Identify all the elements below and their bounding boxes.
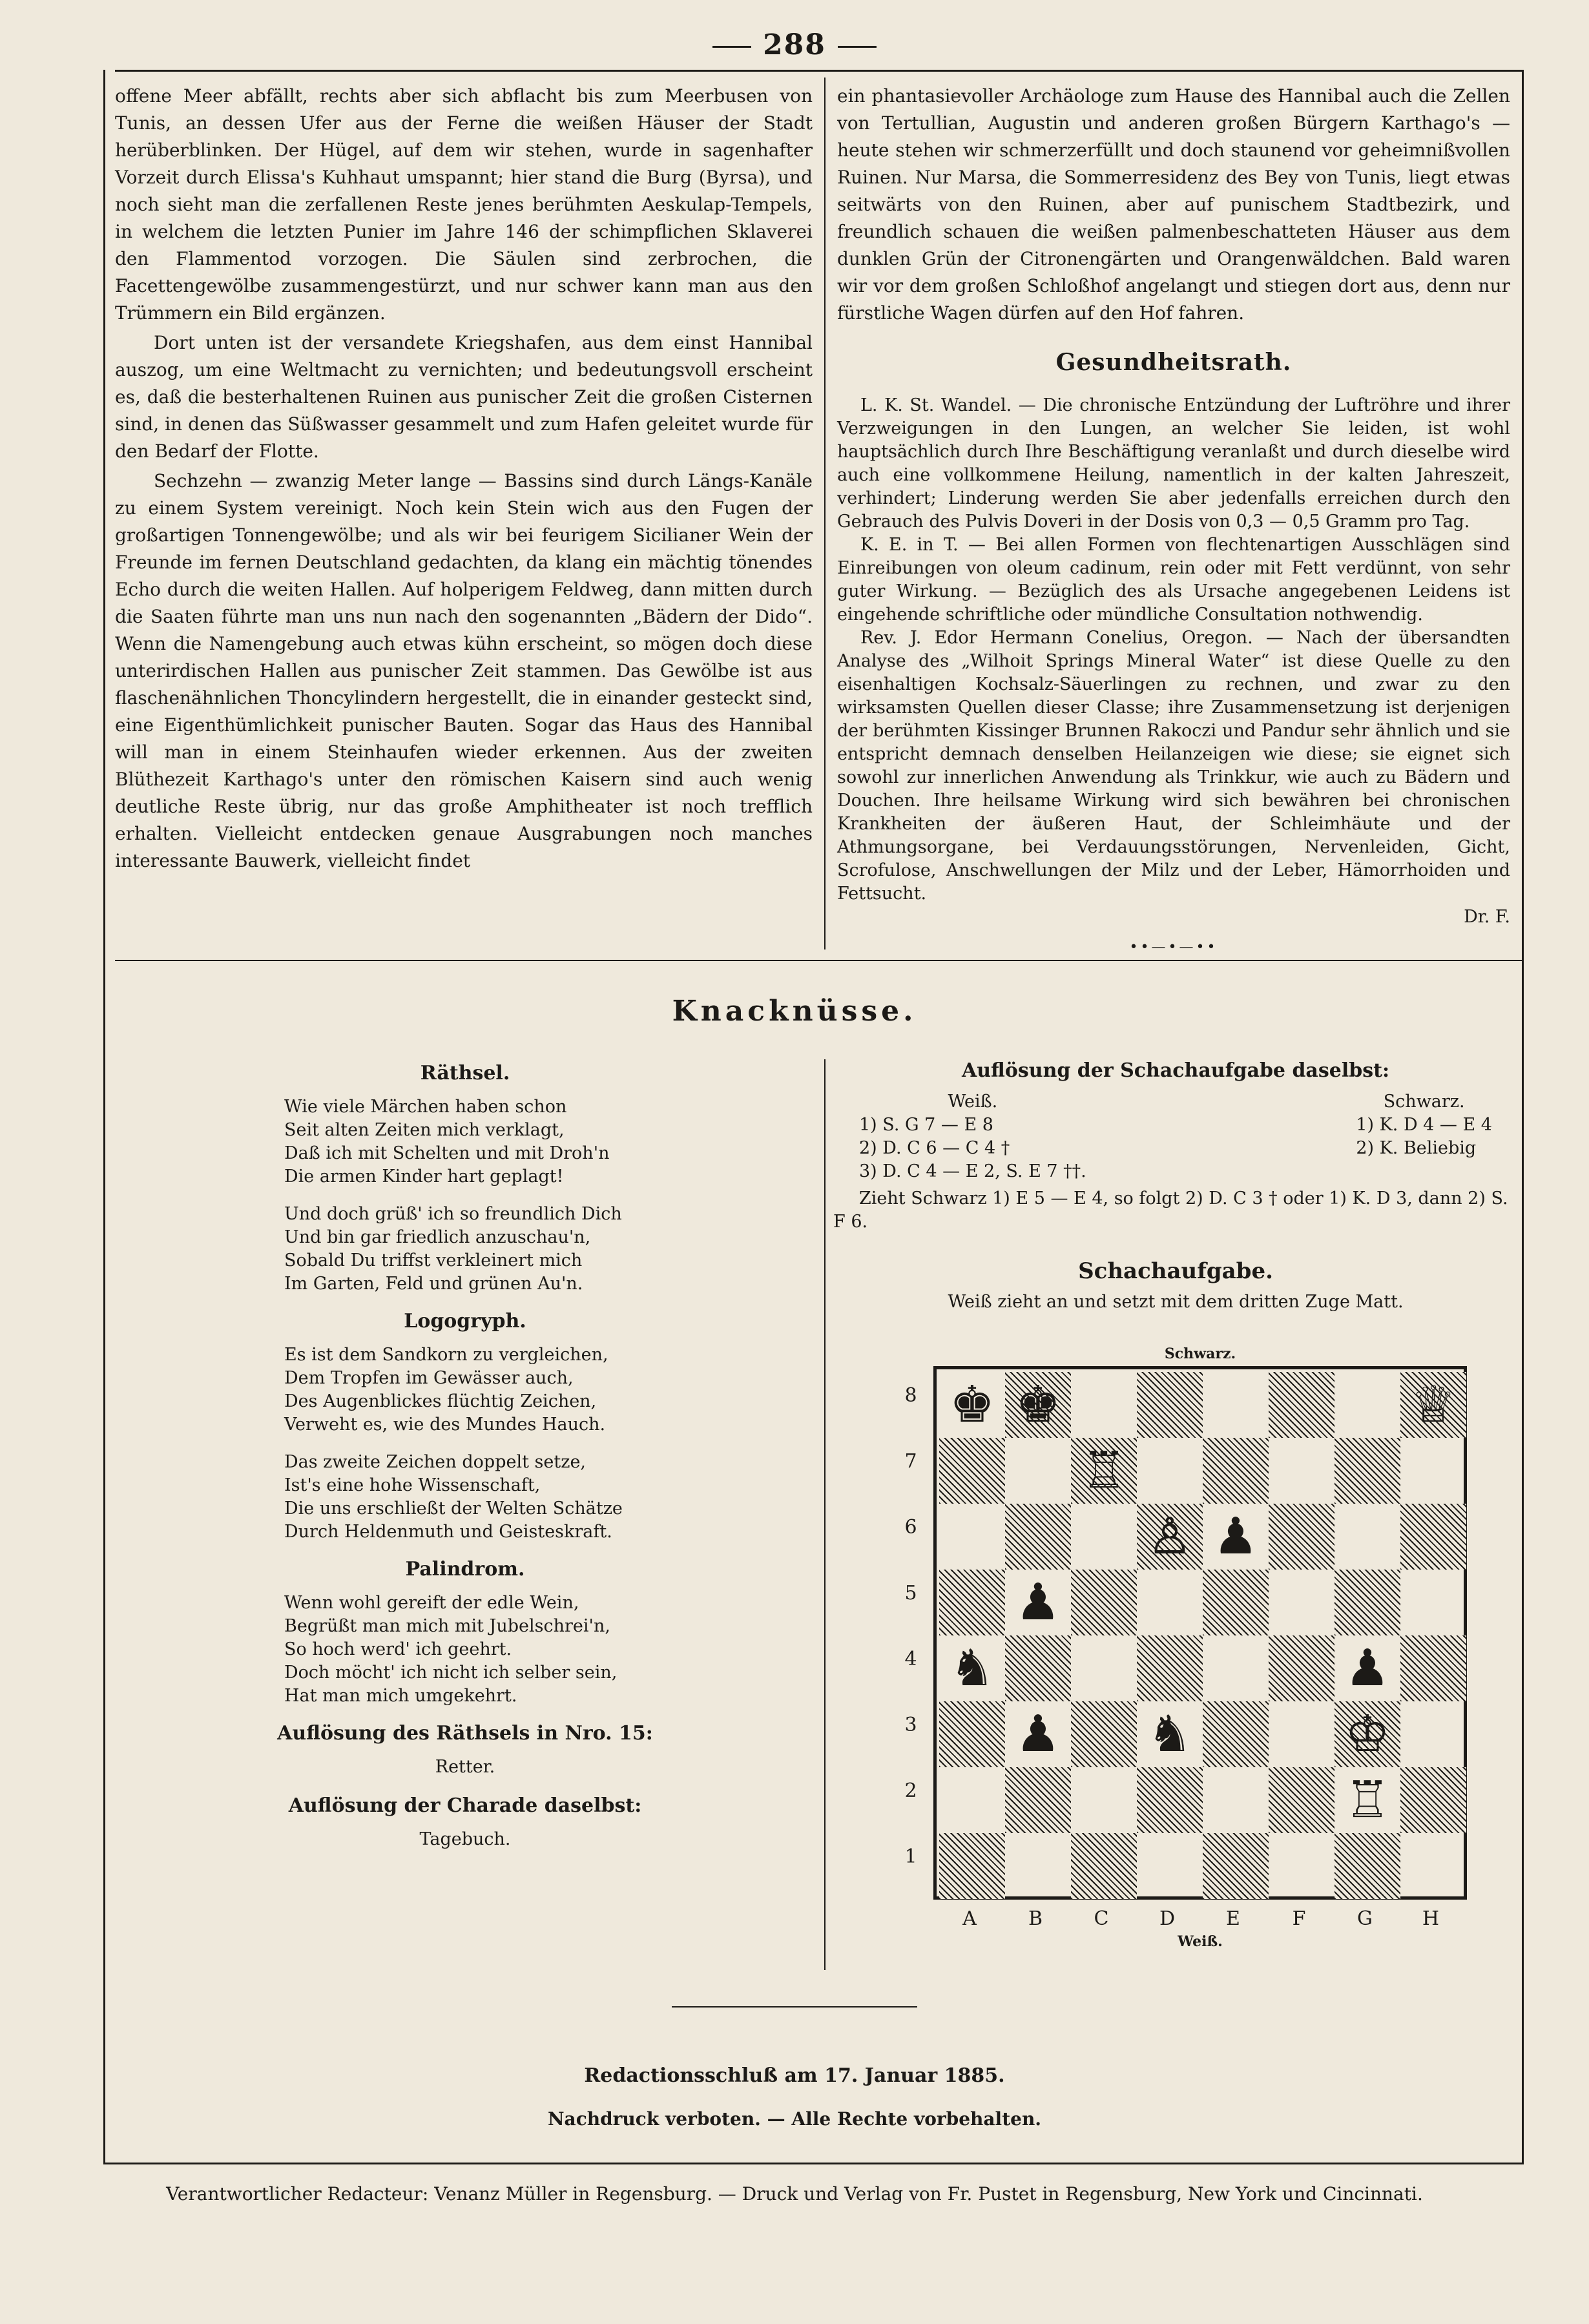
column-divider xyxy=(824,78,826,949)
board-square-H1 xyxy=(1400,1833,1466,1899)
health-item-1: L. K. St. Wandel. — Die chronische Entzündung der Luftröhre und ihrer Verzweigungen in den Lungen, an welcher Sie leiden, ist wohl hauptsächlich durch Ihre Beschäftigung veranlaßt und durch dieselbe wird auch eine vollkommene Heilung, namentlich in der kalten Jahreszeit, verhindert; Linderung werden Sie aber jedenfalls erreichen durch den Gebrauch des Pulvis Doveri in der Dosis von 0,3 — 0,5 Gramm pro Tag. xyxy=(837,395,1510,532)
poem-line: Begrüßt man mich mit Jubelschrei'n, xyxy=(284,1616,610,1636)
health-items xyxy=(837,394,1510,929)
page-number-text: 288 xyxy=(763,28,826,61)
rank-label: 1 xyxy=(904,1845,917,1868)
puzzles-divider xyxy=(824,1059,826,1970)
chess-piece-black-e6: ♟ xyxy=(1213,1508,1258,1566)
top-rule xyxy=(115,70,1522,72)
left-paragraph-3: Sechzehn — zwanzig Meter lange — Bassins sind durch Längs-Kanäle zu einem System vereinigt. Noch kein Stein wich aus den Fugen der großartigen Tonnengewölbe; und als wir bei feurigem Sicilianer Wein der Freunde im fernen Deutschland gedachten, da klang ein mächtig tönendes Echo durch die weiten Hallen. Auf holperigem Feldweg, dann mitten durch die Saaten führte man uns nun nach den sogenannten „Bädern der Dido“. Wenn die Namengebung auch etwas kühn erscheint, so mögen doch diese unterirdischen Hallen aus punischer Zeit stammen. Das Gewölbe ist aus flaschenähnlichen Thoncylindern hergestellt, die in einander gesteckt sind, eine Eigenthümlichkeit punischer Bauten. Sogar das Haus des Hannibal will man in einem Steinhaufen wieder erkennen. Aus der zweiten Blüthezeit Karthago's unter den römischen Kaisern sind auch wenig deutliche Reste übrig, nur das große Amphitheater ist noch trefflich erhalten. Vielleicht entdecken genaue Ausgrabungen noch manches interessante Bauwerk, vielleicht findet xyxy=(115,470,813,871)
rank-label: 6 xyxy=(904,1516,917,1539)
poem-line: Und doch grüß' ich so freundlich Dich xyxy=(284,1204,622,1224)
left-paragraph-2: Dort unten ist der versandete Kriegshafen, aus dem einst Hannibal auszog, um eine Weltmacht zu vernichten; und bedeutungsvoll erscheint es, daß die besterhaltenen Ruinen aus punischer Zeit die großen Cisternen sind, in denen das Süßwasser gesammelt und zum Hafen geleitet wurde für den Bedarf der Flotte. xyxy=(115,332,813,462)
chess-piece-black-b3: ♟ xyxy=(1015,1705,1061,1763)
board-square-B6 xyxy=(1005,1504,1071,1570)
left-frame-rule xyxy=(103,70,105,2163)
white-moves xyxy=(859,1090,1086,1183)
board-square-F1 xyxy=(1269,1833,1335,1899)
puzzles-left xyxy=(233,1053,698,1867)
board-square-G5 xyxy=(1335,1570,1400,1635)
raethsel-title: Räthsel. xyxy=(420,1062,510,1084)
logogryph-stanza-1 xyxy=(284,1344,698,1437)
poem-line: Wie viele Märchen haben schon xyxy=(284,1097,567,1117)
board-square-F5 xyxy=(1269,1570,1335,1635)
board-square-E3 xyxy=(1203,1701,1269,1767)
board-square-A3 xyxy=(939,1701,1005,1767)
move: 2) D. C 6 — C 4 † xyxy=(859,1138,1010,1158)
loesung-charade-title: Auflösung der Charade daselbst: xyxy=(288,1794,642,1817)
board-square-G6 xyxy=(1335,1504,1400,1570)
board-square-C5 xyxy=(1071,1570,1137,1635)
board-square-F6 xyxy=(1269,1504,1335,1570)
ornament-left xyxy=(712,46,751,48)
board-square-E8 xyxy=(1203,1372,1269,1438)
board-square-C4 xyxy=(1071,1635,1137,1701)
raethsel-stanza-1 xyxy=(284,1095,698,1188)
chess-solution-note: Zieht Schwarz 1) E 5 — E 4, so folgt 2) D. C 3 † oder 1) K. D 3, dann 2) S. F 6. xyxy=(833,1188,1508,1232)
poem-line: Im Garten, Feld und grünen Au'n. xyxy=(284,1274,583,1294)
board-square-B7 xyxy=(1005,1438,1071,1504)
ornament-right xyxy=(838,46,877,48)
board-square-B1 xyxy=(1005,1833,1071,1899)
schach-loesung-title: Auflösung der Schachaufgabe daselbst: xyxy=(961,1059,1390,1082)
black-moves xyxy=(1356,1090,1492,1183)
board-square-A2 xyxy=(939,1767,1005,1833)
poem-line: So hoch werd' ich geehrt. xyxy=(284,1639,512,1659)
poem-line: Die uns erschließt der Welten Schätze xyxy=(284,1499,623,1519)
poem-line: Doch möcht' ich nicht ich selber sein, xyxy=(284,1663,618,1683)
right-paragraph: ein phantasievoller Archäologe zum Hause des Hannibal auch die Zellen von Tertullian, Augustin und anderen großen Bürgern Karthago's — heute stehen wir schmerzerfüllt und doch staunend vor geheimnißvollen Ruinen. Nur Marsa, die Sommerresidenz des Bey von Tunis, liegt etwas seitwärts von den Ruinen, aber auf punischem Stadtbezirk, und freundlich schauen die weißen palmenbeschatteten Häuser aus dem dunklen Grün der Citronengärten und Orangenwäldchen. Bald waren wir vor dem großen Schloßhof angelangt und stiegen dort aus, denn nur fürstliche Wagen dürfen auf den Hof fahren. xyxy=(837,85,1510,324)
right-column xyxy=(837,83,1510,961)
file-label: H xyxy=(1422,1907,1440,1930)
schachaufgabe-caption: Weiß zieht an und setzt mit dem dritten Zuge Matt. xyxy=(948,1292,1404,1312)
rank-label: 8 xyxy=(904,1384,917,1407)
board-square-E2 xyxy=(1203,1767,1269,1833)
board-square-D4 xyxy=(1137,1635,1203,1701)
page-number xyxy=(0,28,1589,61)
board-square-B2 xyxy=(1005,1767,1071,1833)
file-label: D xyxy=(1159,1907,1176,1930)
board-square-C3 xyxy=(1071,1701,1137,1767)
file-label: B xyxy=(1028,1907,1043,1930)
board-square-H7 xyxy=(1400,1438,1466,1504)
palindrom-title: Palindrom. xyxy=(405,1558,525,1581)
poem-line: Daß ich mit Schelten und mit Droh'n xyxy=(284,1143,610,1163)
chess-piece-black-b8: ♚ xyxy=(1015,1376,1061,1434)
chess-piece-white-d6: ♙ xyxy=(1147,1508,1192,1566)
move: 1) K. D 4 — E 4 xyxy=(1356,1115,1492,1135)
move: 2) K. Beliebig xyxy=(1356,1138,1477,1158)
rank-label: 5 xyxy=(904,1582,917,1604)
board-square-D2 xyxy=(1137,1767,1203,1833)
board-square-A7 xyxy=(939,1438,1005,1504)
chess-piece-white-h8: ♕ xyxy=(1411,1376,1456,1434)
imprint: Verantwortlicher Redacteur: Venanz Müller in Regensburg. — Druck und Verlag von Fr. Pustet in Regensburg, New York und Cincinnati. xyxy=(166,2183,1423,2205)
board-square-E4 xyxy=(1203,1635,1269,1701)
section-title-knacknuesse: Knacknüsse. xyxy=(672,995,917,1028)
board-square-A5 xyxy=(939,1570,1005,1635)
health-item-3: Rev. J. Edor Hermann Conelius, Oregon. — Nach der übersandten Analyse des „Wilhoit Springs Mineral Water“ ist diese Quelle zu den eisenhaltigen Kochsalz-Säuerlingen zu rechnen, und zwar zu den wirksamsten Quellen dieser Classe; ihre Zusammensetzung ist derjenigen der berühmten Kissinger Brunnen Rakoczi und Pandur sehr ähnlich und sie entspricht demnach denselben Heilanzeigen wie diese; sie eignet sich sowohl zur innerlichen Anwendung als Trinkkur, wie auch zu Bädern und Douchen. Ihre heilsame Wirkung wird sich bewähren bei chronischen Krankheiten der äußeren Haut, der Schleimhäute und der Athmungsorgane, bei Verdauungsstörungen, Nervenleiden, Gicht, Scrofulose, Anschwellungen der Milz und der Leber, Hämorrhoiden und Fettsucht. xyxy=(837,628,1510,904)
raethsel-stanza-2 xyxy=(284,1203,698,1296)
rank-label: 7 xyxy=(904,1450,917,1473)
file-label: E xyxy=(1226,1907,1240,1930)
right-frame-rule xyxy=(1522,70,1524,2163)
puzzles-right xyxy=(833,1053,1518,1314)
end-ornament: ••—•—•• xyxy=(1129,939,1218,955)
poem-line: Das zweite Zeichen doppelt setze, xyxy=(284,1452,587,1472)
footer-ornament-rule xyxy=(672,2006,917,2008)
bottom-rule xyxy=(103,2163,1524,2164)
chess-board xyxy=(933,1366,1467,1900)
rank-label: 2 xyxy=(904,1779,917,1802)
chess-piece-white-g2: ♖ xyxy=(1345,1771,1390,1829)
board-square-F3 xyxy=(1269,1701,1335,1767)
health-item-2: K. E. in T. — Bei allen Formen von flechtenartigen Ausschlägen sind Einreibungen von oleum cadinum, rein oder mit Fett verdünnt, von sehr guter Wirkung. — Bezüglich des als Ursache angegebenen Leidens ist eingehende schriftliche oder mündliche Consultation nothwendig. xyxy=(837,535,1510,625)
chess-solution-moves xyxy=(833,1090,1518,1183)
move: 3) D. C 4 — E 2, S. E 7 ††. xyxy=(859,1161,1086,1181)
board-square-E1 xyxy=(1203,1833,1269,1899)
white-label: Weiß. xyxy=(948,1092,998,1112)
rank-label: 3 xyxy=(904,1714,917,1736)
loesung-charade-answer: Tagebuch. xyxy=(419,1829,511,1849)
health-heading: Gesundheitsrath. xyxy=(1055,349,1292,376)
board-square-A6 xyxy=(939,1504,1005,1570)
board-square-G8 xyxy=(1335,1372,1400,1438)
poem-line: Dem Tropfen im Gewässer auch, xyxy=(284,1368,574,1388)
logogryph-title: Logogryph. xyxy=(404,1310,526,1333)
left-column xyxy=(115,83,813,877)
file-label: F xyxy=(1292,1907,1306,1930)
poem-line: Ist's eine hohe Wissenschaft, xyxy=(284,1475,541,1495)
board-square-E7 xyxy=(1203,1438,1269,1504)
chess-piece-black-b5: ♟ xyxy=(1015,1573,1061,1632)
poem-line: Hat man mich umgekehrt. xyxy=(284,1686,517,1706)
board-square-G7 xyxy=(1335,1438,1400,1504)
chess-piece-white-g3: ♔ xyxy=(1345,1705,1390,1763)
redaktionsschluss: Redactionsschluß am 17. Januar 1885. xyxy=(584,2064,1005,2087)
schachaufgabe-title: Schachaufgabe. xyxy=(1078,1258,1273,1284)
board-square-F7 xyxy=(1269,1438,1335,1504)
rank-label: 4 xyxy=(904,1648,917,1670)
white-side-label: Weiß. xyxy=(1178,1933,1223,1950)
board-square-A1 xyxy=(939,1833,1005,1899)
board-square-H5 xyxy=(1400,1570,1466,1635)
board-square-G1 xyxy=(1335,1833,1400,1899)
board-square-F8 xyxy=(1269,1372,1335,1438)
board-square-H6 xyxy=(1400,1504,1466,1570)
board-square-D8 xyxy=(1137,1372,1203,1438)
poem-line: Es ist dem Sandkorn zu vergleichen, xyxy=(284,1345,608,1365)
chess-piece-black-a8: ♚ xyxy=(950,1376,995,1434)
black-label: Schwarz. xyxy=(1383,1092,1465,1112)
file-label: G xyxy=(1357,1907,1373,1930)
board-square-H2 xyxy=(1400,1767,1466,1833)
poem-line: Des Augenblickes flüchtig Zeichen, xyxy=(284,1391,597,1411)
loesung-raethsel-answer: Retter. xyxy=(435,1757,495,1777)
palindrom-stanza xyxy=(284,1592,698,1708)
board-square-C6 xyxy=(1071,1504,1137,1570)
board-square-E5 xyxy=(1203,1570,1269,1635)
logogryph-stanza-2 xyxy=(284,1451,698,1544)
poem-line: Und bin gar friedlich anzuschau'n, xyxy=(284,1227,591,1247)
chess-piece-black-a4: ♞ xyxy=(950,1639,995,1697)
board-square-D5 xyxy=(1137,1570,1203,1635)
chess-piece-black-g4: ♟ xyxy=(1345,1639,1390,1697)
health-signature: Dr. F. xyxy=(1464,907,1510,927)
poem-line: Verweht es, wie des Mundes Hauch. xyxy=(284,1415,606,1435)
chess-piece-white-c7: ♖ xyxy=(1081,1442,1127,1500)
board-square-H3 xyxy=(1400,1701,1466,1767)
left-paragraph-1: offene Meer abfällt, rechts aber sich abflacht bis zum Meerbusen von Tunis, an dessen Ufer aus der Ferne die weißen Häuser der Stadt herüberblinken. Der Hügel, auf dem wir stehen, wurde in sagenhafter Vorzeit durch Elissa's Kuhhaut umspannt; hier stand die Burg (Byrsa), und noch sieht man die zerfallenen Reste jenes berühmten Aeskulap-Tempels, in welchem die letzten Punier im Jahre 146 der schimpflichen Sklaverei den Flammentod vorzogen. Die Säulen sind zerbrochen, die Facettengewölbe zusammengestürzt, und nur schwer kann man aus den Trümmern ein Bild ergänzen. xyxy=(115,85,813,324)
file-label: A xyxy=(962,1907,977,1930)
board-square-C2 xyxy=(1071,1767,1137,1833)
board-square-C8 xyxy=(1071,1372,1137,1438)
poem-line: Seit alten Zeiten mich verklagt, xyxy=(284,1120,565,1140)
board-square-H4 xyxy=(1400,1635,1466,1701)
nachdruck-notice: Nachdruck verboten. — Alle Rechte vorbehalten. xyxy=(547,2108,1042,2130)
board-square-F2 xyxy=(1269,1767,1335,1833)
board-square-B4 xyxy=(1005,1635,1071,1701)
loesung-raethsel-title: Auflösung des Räthsels in Nro. 15: xyxy=(277,1722,653,1745)
poem-line: Durch Heldenmuth und Geisteskraft. xyxy=(284,1522,612,1542)
board-square-F4 xyxy=(1269,1635,1335,1701)
poem-line: Sobald Du triffst verkleinert mich xyxy=(284,1250,583,1271)
board-square-C1 xyxy=(1071,1833,1137,1899)
black-side-label: Schwarz. xyxy=(1164,1345,1236,1362)
poem-line: Wenn wohl gereift der edle Wein, xyxy=(284,1593,579,1613)
chess-piece-black-d3: ♞ xyxy=(1147,1705,1192,1763)
poem-line: Die armen Kinder hart geplagt! xyxy=(284,1167,564,1187)
file-label: C xyxy=(1094,1907,1109,1930)
move: 1) S. G 7 — E 8 xyxy=(859,1115,993,1135)
board-square-D7 xyxy=(1137,1438,1203,1504)
board-square-D1 xyxy=(1137,1833,1203,1899)
